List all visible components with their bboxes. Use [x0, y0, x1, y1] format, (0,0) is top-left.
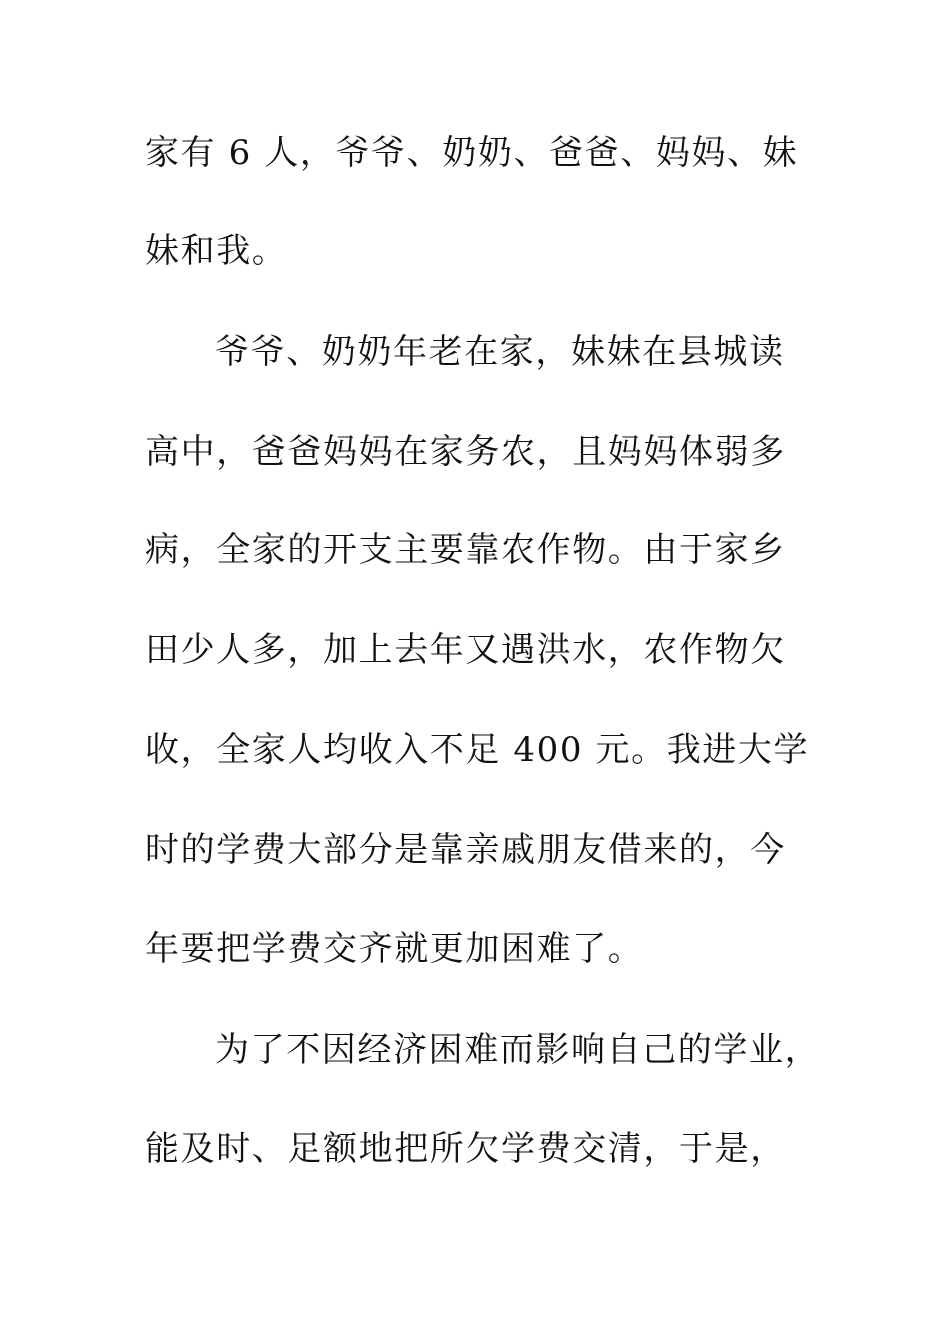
text-line-9: 年要把学费交齐就更加困难了。 [145, 929, 644, 969]
text-line-4: 高中，爸爸妈妈在家务农，且妈妈体弱多 [145, 432, 786, 472]
text-line-1: 家有 6 人，爷爷、奶奶、爸爸、妈妈、妹 [145, 133, 799, 173]
text-line-5: 病，全家的开支主要靠农作物。由于家乡 [145, 530, 786, 570]
text-line-11: 能及时、足额地把所欠学费交清，于是， [145, 1129, 786, 1169]
text-line-7: 收，全家人均收入不足 400 元。我进大学 [145, 730, 810, 770]
text-line-2: 妹和我。 [145, 231, 288, 271]
text-line-6: 田少人多，加上去年又遇洪水，农作物欠 [145, 630, 786, 670]
text-line-10: 为了不因经济困难而影响自己的学业， [215, 1030, 821, 1070]
text-line-8: 时的学费大部分是靠亲戚朋友借来的，今 [145, 830, 786, 870]
text-line-3: 爷爷、奶奶年老在家，妹妹在县城读 [215, 332, 785, 372]
